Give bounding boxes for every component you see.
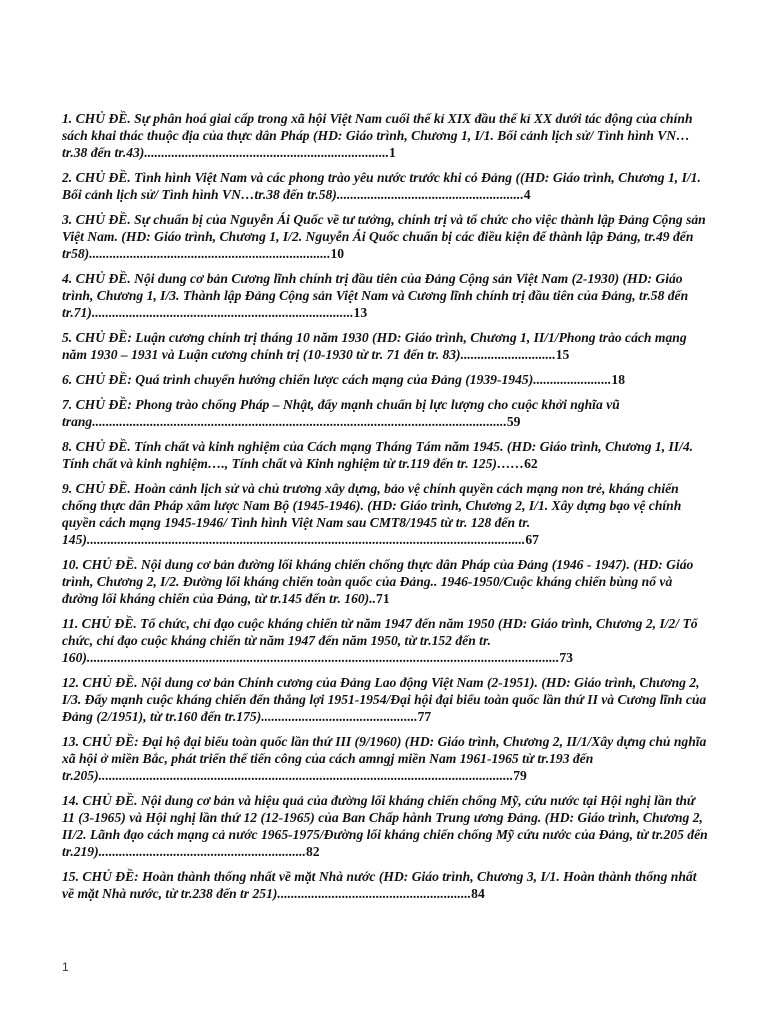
toc-entry-text: Tình hình Việt Nam và các phong trào yêu nước trước khi có Đảng ((HD: Giáo trình, Chương 1, I/1. Bối cảnh lịch sử/ Tình hình VN…tr.38 đến tr.58): [62, 170, 701, 202]
toc-entry-2[interactable]: [62, 169, 710, 203]
toc-entry-leader: ..........................................................................................................................: [98, 768, 514, 783]
toc-entry-14[interactable]: [62, 792, 710, 860]
toc-entry-text: Nội dung cơ bản Cương lĩnh chính trị đầu tiên của Đảng Cộng sản Việt Nam (2-1930) (HD: Giáo trình, Chương 1, I/3. Thành lập Đảng Cộng sản Việt Nam và Cương lĩnh chính trị đầu tiên của Đảng, tr.58 đến tr.71): [62, 271, 689, 320]
page-number: 1: [62, 960, 69, 974]
toc-entry-page: 84: [471, 886, 485, 901]
toc-entry-label: 14. CHỦ ĐỀ.: [62, 793, 138, 808]
toc-entry-label: 3. CHỦ ĐỀ.: [62, 212, 131, 227]
toc-entry-text: Nội dung cơ bản và hiệu quả của đường lối kháng chiến chống Mỹ, cứu nước tại Hội nghị lần thứ 11 (3-1965) và Hội nghị lần thứ 12 (12-1965) của Ban Chấp hành Trung ương Đảng. (HD: Giáo trình, Chương 2, II/2. Lãnh đạo cách mạng cả nước 1965-1975/Đường lối kháng chiến chống Mỹ cứu nước của Đảng, từ tr.205 đến tr.219): [62, 793, 708, 859]
toc-entry-label: 6. CHỦ ĐỀ:: [62, 372, 132, 387]
toc-entry-leader: ……: [496, 456, 525, 471]
toc-entry-text: Quá trình chuyển hướng chiến lược cách mạng của Đảng (1939-1945): [131, 372, 534, 387]
toc-entry-page: 67: [525, 532, 539, 547]
toc-entry-page: 4: [523, 187, 531, 202]
toc-entry-8[interactable]: [62, 438, 710, 472]
toc-entry-text: Nội dung cơ bản đường lối kháng chiến chống thực dân Pháp của Đảng (1946 - 1947). (HD: Giáo trình, Chương 2, I/2. Đường lối kháng chiến toàn quốc của Đảng.. 1946-1950/Cuộc kháng chiến bùng nổ và đường lối kháng chiến của Đảng, từ tr.145 đến tr. 160): [62, 557, 694, 606]
toc-entry-page: 13: [353, 305, 368, 320]
toc-entry-leader: ..........................................................................................................................: [92, 414, 507, 429]
toc-entry-4[interactable]: [62, 270, 710, 321]
toc-entry-text: Sự phân hoá giai cấp trong xã hội Việt Nam cuối thế kỉ XIX đầu thế kỉ XX dưới tác động của chính sách khai thác thuộc địa của thực dân Pháp (HD: Giáo trình, Chương 1, I/1. Bối cảnh lịch sử/ Tình hình VN…tr.38 đến tr.43): [62, 111, 693, 160]
toc-entry-text: Đại hộ đại biểu toàn quốc lần thứ III (9/1960) (HD: Giáo trình, Chương 2, II/1/Xây dựng chủ nghĩa xã hội ở miền Bắc, phát triển thế tiến công của cách amngj miền Nam 1961-1965 từ tr.193 đến tr.205): [62, 734, 707, 783]
toc-entry-label: 11. CHỦ ĐỀ.: [62, 616, 137, 631]
toc-entry-page: 1: [389, 145, 396, 160]
toc-entry-label: 5. CHỦ ĐỀ:: [62, 330, 132, 345]
toc-entry-12[interactable]: [62, 674, 710, 725]
toc-entry-9[interactable]: [62, 480, 710, 548]
toc-entry-label: 12. CHỦ ĐỀ.: [62, 675, 138, 690]
toc-entry-text: Luận cương chính trị tháng 10 năm 1930 (HD: Giáo trình, Chương 1, II/1/Phong trào cách mạng năm 1930 – 1931 và Luận cương chính trị (10-1930 từ tr. 71 đến tr. 83): [62, 330, 687, 362]
toc-entry-leader: .........................................................: [277, 886, 472, 901]
toc-entry-text: Hoàn thành thống nhất về mặt Nhà nước (HD: Giáo trình, Chương 3, I/1. Hoàn thành thống nhất về mặt Nhà nước, từ tr.238 đến tr 251): [62, 869, 697, 901]
toc-entry-leader: ..............................................: [261, 709, 418, 724]
toc-entry-leader: ........................................................................: [144, 145, 390, 160]
toc-entry-label: 2. CHỦ ĐỀ.: [62, 170, 131, 185]
toc-entry-label: 8. CHỦ ĐỀ.: [62, 439, 131, 454]
toc-entry-page: 77: [417, 709, 432, 724]
toc-entry-13[interactable]: [62, 733, 710, 784]
toc-entry-text: Sự chuẩn bị của Nguyễn Ái Quốc về tư tưởng, chính trị và tổ chức cho việc thành lập Đảng Cộng sản Việt Nam. (HD: Giáo trình, Chương 1, I/2. Nguyễn Ái Quốc chuẩn bị các điều kiện để thành lập Đảng, tr.49 đến tr58): [62, 212, 706, 261]
toc-entry-leader: .................................................................................................................................: [86, 532, 526, 547]
toc-entry-15[interactable]: [62, 868, 710, 902]
toc-entry-text: Nội dung cơ bản Chính cương của Đảng Lao động Việt Nam (2-1951). (HD: Giáo trình, Chương 2, I/3. Đẩy mạnh cuộc kháng chiến đến thắng lợi 1951-1954/Đại hội đại biểu toàn quốc lần thứ II và Cương lĩnh của Đảng (2/1951), từ tr.160 đến tr.175): [62, 675, 707, 724]
toc-entry-7[interactable]: [62, 396, 710, 430]
toc-entry-text: Tổ chức, chỉ đạo cuộc kháng chiến từ năm 1947 đến năm 1950 (HD: Giáo trình, Chương 2, I/2/ Tổ chức, chỉ đạo cuộc kháng chiến từ năm 1947 đến năm 1950, từ tr.152 đến tr. 160): [62, 616, 698, 665]
toc-entry-page: 62: [524, 456, 538, 471]
toc-entry-text: Hoàn cảnh lịch sử và chủ trương xây dựng, bảo vệ chính quyền cách mạng non trẻ, kháng chiến chống thực dân Pháp xâm lược Nam Bộ (1945-1946). (HD: Giáo trình, Chương 2, I/1. Xây dựng bạo vệ chính quyền cách mạng 1945-1946/ Tình hình Việt Nam sau CMT8/1945 từ tr. 128 đến tr. 145): [62, 481, 682, 547]
toc-entry-3[interactable]: [62, 211, 710, 262]
toc-entry-11[interactable]: [62, 615, 710, 666]
toc-entry-label: 15. CHỦ ĐỀ:: [62, 869, 139, 884]
toc-entry-6[interactable]: [62, 371, 710, 388]
toc-entry-leader: .............................................................................: [91, 305, 354, 320]
toc-entry-text: Phong trào chống Pháp – Nhật, đẩy mạnh chuẩn bị lực lượng cho cuộc khởi nghĩa vũ trang: [62, 397, 620, 429]
toc-entry-leader: .......................: [533, 372, 612, 387]
toc-entry-page: 18: [611, 372, 625, 387]
toc-entry-1[interactable]: [62, 110, 710, 161]
toc-entry-leader: ............................: [460, 347, 556, 362]
toc-entry-label: 9. CHỦ ĐỀ.: [62, 481, 131, 496]
toc-entry-label: 4. CHỦ ĐỀ.: [62, 271, 131, 286]
toc-entry-leader: .............................................................: [98, 844, 306, 859]
toc-entry-page: 10: [330, 246, 345, 261]
toc-entry-label: 7. CHỦ ĐỀ:: [62, 397, 132, 412]
toc-entry-page: 73: [559, 650, 573, 665]
toc-entry-page: 79: [513, 768, 527, 783]
toc-entry-page: 59: [506, 414, 521, 429]
toc-entry-label: 13. CHỦ ĐỀ:: [62, 734, 139, 749]
toc-entry-10[interactable]: [62, 556, 710, 607]
toc-entry-page: 71: [376, 591, 390, 606]
toc-entry-leader: ..: [369, 591, 377, 606]
toc-entry-leader: ...........................................................................................................................................: [86, 650, 560, 665]
toc-entry-leader: .......................................................................: [89, 246, 331, 261]
toc-entry-page: 15: [555, 347, 570, 362]
toc-entry-5[interactable]: [62, 329, 710, 363]
toc-entry-page: 82: [305, 844, 320, 859]
toc-entry-leader: .......................................................: [336, 187, 524, 202]
toc-entry-text: Tính chất và kinh nghiệm của Cách mạng Tháng Tám năm 1945. (HD: Giáo trình, Chương 1, II/4. Tính chất và kinh nghiệm…., Tính chất và Kinh nghiệm từ tr.119 đến tr. 125): [62, 439, 694, 471]
table-of-contents: [62, 110, 710, 910]
toc-entry-label: 1. CHỦ ĐỀ.: [62, 111, 131, 126]
toc-entry-label: 10. CHỦ ĐỀ.: [62, 557, 138, 572]
